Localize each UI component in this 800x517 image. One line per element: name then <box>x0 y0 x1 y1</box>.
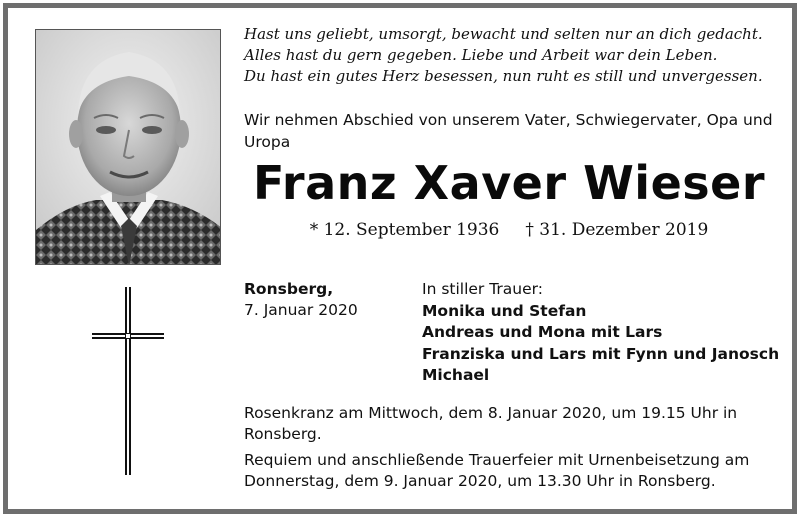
birth-date: * 12. September 1936 <box>309 220 500 240</box>
life-dates <box>244 220 774 240</box>
deceased-name: Franz Xaver Wieser <box>252 156 766 210</box>
poem-line: Du hast ein gutes Herz besessen, nun ruht es still und unvergessen. <box>244 67 763 85</box>
mourner-entry: Franziska und Lars mit Fynn und Janosch <box>422 344 780 363</box>
poem <box>244 24 784 87</box>
poem-line: Alles hast du gern gegeben. Liebe und Arbeit war dein Leben. <box>244 46 718 64</box>
mourner-entry: Andreas und Mona mit Lars <box>422 323 663 341</box>
cross-icon <box>92 287 164 482</box>
mourners-heading: In stiller Trauer: <box>422 280 543 298</box>
portrait-image <box>36 30 221 265</box>
death-date: † 31. Dezember 2019 <box>525 220 709 240</box>
poem-line: Hast uns geliebt, umsorgt, bewacht und selten nur an dich gedacht. <box>244 25 763 43</box>
mourner-entry: Monika und Stefan <box>422 301 587 320</box>
farewell-intro: Wir nehmen Abschied von unserem Vater, Schwiegervater, Opa und Uropa <box>244 111 773 151</box>
requiem-notice: Requiem und anschließende Trauerfeier mit Urnenbeisetzung am Donnerstag, dem 9. Januar 2020, um 13.30 Uhr in Ronsberg. <box>244 451 750 490</box>
mourners-list <box>422 279 779 387</box>
place-town: Ronsberg, <box>244 280 334 298</box>
place-date: 7. Januar 2020 <box>244 301 358 319</box>
place-and-date <box>244 279 358 321</box>
mourner-entry: Michael <box>422 366 490 384</box>
rosary-notice: Rosenkranz am Mittwoch, dem 8. Januar 2020, um 19.15 Uhr in Ronsberg. <box>244 404 738 443</box>
portrait-photo <box>35 29 221 265</box>
